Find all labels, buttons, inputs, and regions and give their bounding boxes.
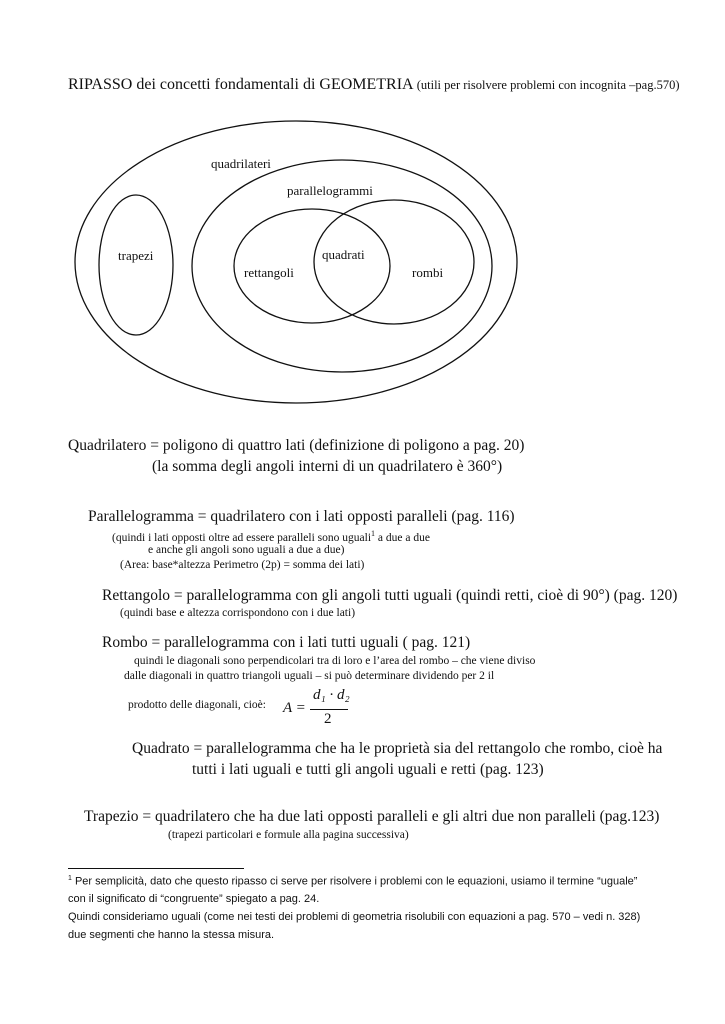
- footnote-marker: 1: [68, 875, 72, 882]
- formula-denominator: 2: [324, 711, 332, 727]
- fraction-bar: [310, 709, 348, 710]
- parallelogramma-note-3: (Area: base*altezza Perimetro (2p) = somma dei lati): [120, 559, 365, 571]
- rombo-note-3: prodotto delle diagonali, cioè:: [128, 699, 266, 711]
- rettangolo-definition: Rettangolo = parallelogramma con gli angoli tutti uguali (quindi retti, cioè di 90°) (pag. 120): [102, 587, 678, 604]
- label-parallelogrammi: parallelogrammi: [287, 183, 373, 198]
- formula-numerator: d₁ · d₂: [313, 687, 350, 703]
- trapezio-definition: Trapezio = quadrilatero che ha due lati opposti paralleli e gli altri due non paralleli (pag.123): [84, 808, 660, 825]
- parallelogramma-note-1: (quindi i lati opposti oltre ad essere paralleli sono uguali$^1$ a due a due: [112, 529, 430, 544]
- trapezio-note: (trapezi particolari e formule alla pagina successiva): [168, 829, 409, 841]
- rettangolo-note: (quindi base e altezza corrispondono con i due lati): [120, 607, 356, 619]
- footnote-line-1: $^1$ Per semplicità, dato che questo ripasso ci serve per risolvere i problemi con le equazioni, usiamo il termine “uguale”: [68, 875, 638, 888]
- formula-lhs: A =: [283, 700, 306, 716]
- label-quadrilateri: quadrilateri: [211, 156, 271, 171]
- title-note: (utili per risolvere problemi con incognita –pag.570): [416, 78, 680, 92]
- quadrato-definition: Quadrato = parallelogramma che ha le proprietà sia del rettangolo che rombo, cioè ha: [132, 740, 663, 757]
- rombo-note-1: quindi le diagonali sono perpendicolari tra di loro e l’area del rombo – che viene diviso: [134, 655, 536, 667]
- footnote-line-2: con il significato di “congruente” spiegato a pag. 24.: [68, 893, 320, 905]
- parallelogramma-definition: Parallelogramma = quadrilatero con i lati opposti paralleli (pag. 116): [88, 508, 515, 525]
- label-quadrati: quadrati: [322, 247, 365, 262]
- rombo-area-formula: [283, 689, 353, 734]
- venn-diagram: [0, 0, 725, 440]
- quadrato-properties: tutti i lati uguali e tutti gli angoli uguali e retti (pag. 123): [192, 761, 544, 778]
- label-rombi: rombi: [412, 265, 444, 280]
- title-main: RIPASSO dei concetti fondamentali di GEOMETRIA: [68, 76, 413, 93]
- quadrilatero-definition: Quadrilatero = poligono di quattro lati (definizione di poligono a pag. 20): [68, 437, 525, 454]
- footnote-separator: [68, 868, 244, 869]
- label-trapezi: trapezi: [118, 248, 154, 263]
- footnote-line-4: due segmenti che hanno la stessa misura.: [68, 929, 275, 941]
- rombo-note-2: dalle diagonali in quattro triangoli uguali – si può determinare dividendo per 2 il: [124, 670, 495, 682]
- quadrilatero-angles: (la somma degli angoli interni di un quadrilatero è 360°): [152, 458, 503, 475]
- footnote-line-3: Quindi consideriamo uguali (come nei testi dei problemi di geometria risolubili con equazioni a pag. 570 – vedi n. 328): [68, 911, 641, 923]
- trapezi-set: [99, 195, 173, 335]
- rombi-set: [314, 200, 474, 324]
- footnote-ref: 1: [371, 529, 376, 538]
- parallelogramma-note-2: e anche gli angoli sono uguali a due a due): [148, 544, 345, 556]
- rombo-definition: Rombo = parallelogramma con i lati tutti uguali ( pag. 121): [102, 634, 471, 651]
- label-rettangoli: rettangoli: [244, 265, 294, 280]
